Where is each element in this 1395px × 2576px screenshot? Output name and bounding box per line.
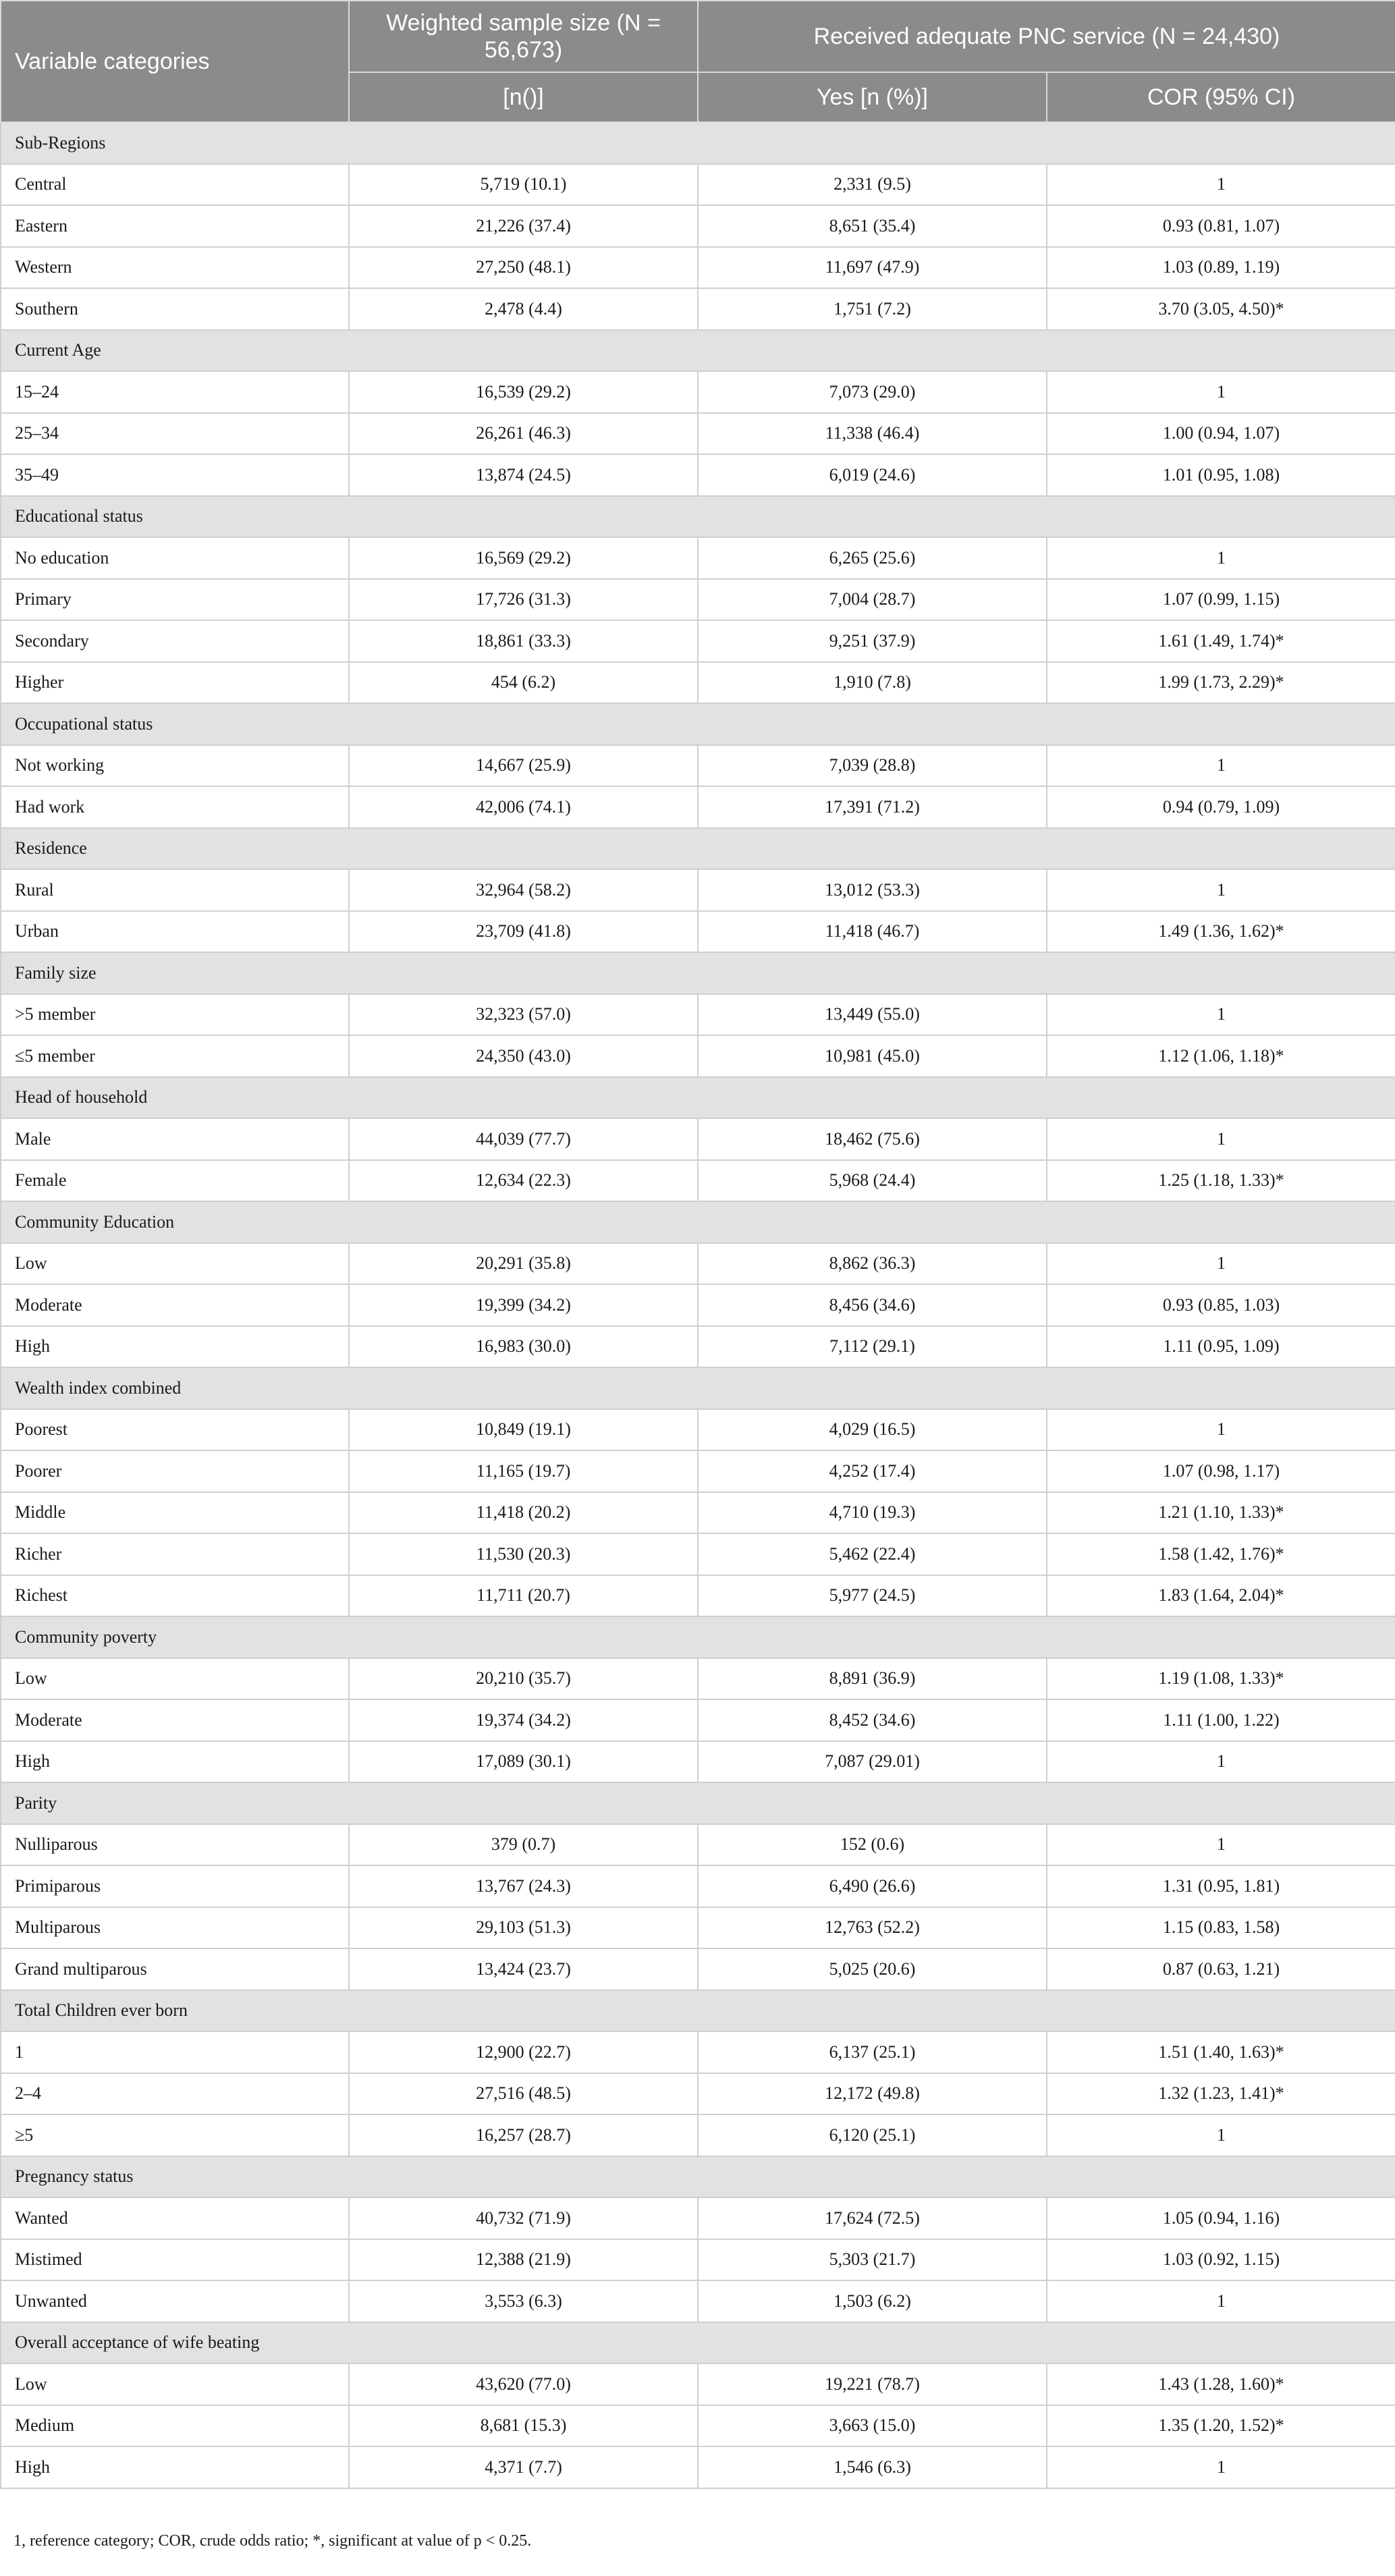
table-row: [1, 1907, 1395, 1949]
weighted-n-cell: 20,291 (35.8): [349, 1243, 698, 1285]
table-row: [1, 2197, 1395, 2239]
table-row: [1, 1699, 1395, 1741]
category-row: [1, 496, 1395, 538]
table-row: [1, 1865, 1395, 1907]
weighted-n-cell: 27,250 (48.1): [349, 247, 698, 289]
cor-cell: 1: [1047, 2280, 1395, 2322]
table-footnote: 1, reference category; COR, crude odds ratio; *, significant at value of p < 0.25.: [13, 2532, 532, 2550]
yes-count-cell: 1,910 (7.8): [698, 662, 1047, 704]
weighted-n-cell: 16,257 (28.7): [349, 2114, 698, 2156]
yes-count-cell: 7,039 (28.8): [698, 745, 1047, 787]
yes-count-cell: 6,490 (26.6): [698, 1865, 1047, 1907]
cor-cell: 1.11 (0.95, 1.09): [1047, 1326, 1395, 1368]
row-label: Moderate: [1, 1284, 349, 1326]
row-label: No education: [1, 537, 349, 579]
table-row: [1, 869, 1395, 911]
weighted-n-cell: 42,006 (74.1): [349, 786, 698, 828]
row-label: Mistimed: [1, 2239, 349, 2281]
table-row: [1, 1741, 1395, 1783]
cor-cell: 1: [1047, 2114, 1395, 2156]
yes-count-cell: 5,977 (24.5): [698, 1575, 1047, 1617]
category-row: [1, 2156, 1395, 2198]
cor-cell: 1.21 (1.10, 1.33)*: [1047, 1492, 1395, 1534]
weighted-n-cell: 27,516 (48.5): [349, 2073, 698, 2115]
weighted-n-cell: 14,667 (25.9): [349, 745, 698, 787]
cor-cell: 1: [1047, 537, 1395, 579]
weighted-n-cell: 379 (0.7): [349, 1824, 698, 1866]
category-row: [1, 2322, 1395, 2364]
weighted-n-cell: 11,165 (19.7): [349, 1450, 698, 1492]
yes-count-cell: 12,172 (49.8): [698, 2073, 1047, 2115]
weighted-n-cell: 2,478 (4.4): [349, 288, 698, 330]
cor-cell: 1.61 (1.49, 1.74)*: [1047, 620, 1395, 662]
row-label: Moderate: [1, 1699, 349, 1741]
table-row: [1, 2446, 1395, 2488]
weighted-n-cell: 12,388 (21.9): [349, 2239, 698, 2281]
category-label: Parity: [1, 1782, 1395, 1824]
table-row: [1, 2031, 1395, 2073]
row-label: Central: [1, 164, 349, 206]
row-label: 1: [1, 2031, 349, 2073]
category-row: [1, 1990, 1395, 2032]
yes-count-cell: 2,331 (9.5): [698, 164, 1047, 206]
cor-cell: 1.03 (0.89, 1.19): [1047, 247, 1395, 289]
category-label: Wealth index combined: [1, 1367, 1395, 1409]
table-row: [1, 247, 1395, 289]
category-label: Family size: [1, 952, 1395, 994]
yes-count-cell: 8,456 (34.6): [698, 1284, 1047, 1326]
row-label: Richest: [1, 1575, 349, 1617]
yes-count-cell: 11,418 (46.7): [698, 911, 1047, 953]
table-row: [1, 164, 1395, 206]
row-label: Wanted: [1, 2197, 349, 2239]
weighted-n-cell: 4,371 (7.7): [349, 2446, 698, 2488]
yes-count-cell: 4,029 (16.5): [698, 1409, 1047, 1451]
weighted-n-cell: 17,726 (31.3): [349, 579, 698, 621]
row-label: Multiparous: [1, 1907, 349, 1949]
table-row: [1, 1118, 1395, 1160]
subheader-cor: COR (95% CI): [1047, 72, 1395, 122]
row-label: Low: [1, 2363, 349, 2405]
weighted-n-cell: 16,983 (30.0): [349, 1326, 698, 1368]
yes-count-cell: 11,697 (47.9): [698, 247, 1047, 289]
yes-count-cell: 13,449 (55.0): [698, 994, 1047, 1036]
category-row: [1, 1201, 1395, 1243]
cor-cell: 1.25 (1.18, 1.33)*: [1047, 1160, 1395, 1202]
weighted-n-cell: 13,767 (24.3): [349, 1865, 698, 1907]
table-row: [1, 579, 1395, 621]
table-header: [1, 1, 1395, 122]
table-row: [1, 2114, 1395, 2156]
cor-cell: 1.49 (1.36, 1.62)*: [1047, 911, 1395, 953]
cor-cell: 1.43 (1.28, 1.60)*: [1047, 2363, 1395, 2405]
category-label: Sub-Regions: [1, 122, 1395, 164]
category-row: [1, 1367, 1395, 1409]
cor-cell: 1.07 (0.99, 1.15): [1047, 579, 1395, 621]
table-row: [1, 1035, 1395, 1077]
yes-count-cell: 3,663 (15.0): [698, 2405, 1047, 2447]
weighted-n-cell: 26,261 (46.3): [349, 413, 698, 455]
cor-cell: 1.11 (1.00, 1.22): [1047, 1699, 1395, 1741]
table-row: [1, 1533, 1395, 1575]
row-label: High: [1, 1741, 349, 1783]
cor-cell: 3.70 (3.05, 4.50)*: [1047, 288, 1395, 330]
table-row: [1, 1492, 1395, 1534]
yes-count-cell: 8,862 (36.3): [698, 1243, 1047, 1285]
header-variable-categories: Variable categories: [1, 1, 349, 122]
cor-cell: 0.93 (0.81, 1.07): [1047, 205, 1395, 247]
header-received-pnc: Received adequate PNC service (N = 24,430): [698, 1, 1395, 72]
table-row: [1, 2073, 1395, 2115]
cor-cell: 1: [1047, 1243, 1395, 1285]
cor-cell: 1.01 (0.95, 1.08): [1047, 454, 1395, 496]
category-row: [1, 952, 1395, 994]
cor-cell: 1: [1047, 1118, 1395, 1160]
yes-count-cell: 5,303 (21.7): [698, 2239, 1047, 2281]
category-row: [1, 703, 1395, 745]
yes-count-cell: 7,087 (29.01): [698, 1741, 1047, 1783]
yes-count-cell: 8,651 (35.4): [698, 205, 1047, 247]
weighted-n-cell: 21,226 (37.4): [349, 205, 698, 247]
cor-cell: 1.12 (1.06, 1.18)*: [1047, 1035, 1395, 1077]
row-label: Female: [1, 1160, 349, 1202]
table-row: [1, 205, 1395, 247]
weighted-n-cell: 23,709 (41.8): [349, 911, 698, 953]
yes-count-cell: 9,251 (37.9): [698, 620, 1047, 662]
cor-cell: 1: [1047, 745, 1395, 787]
weighted-n-cell: 11,418 (20.2): [349, 1492, 698, 1534]
row-label: Southern: [1, 288, 349, 330]
row-label: Unwanted: [1, 2280, 349, 2322]
table-row: [1, 1243, 1395, 1285]
row-label: Medium: [1, 2405, 349, 2447]
weighted-n-cell: 11,530 (20.3): [349, 1533, 698, 1575]
cor-cell: 1: [1047, 164, 1395, 206]
table-row: [1, 2280, 1395, 2322]
row-label: Rural: [1, 869, 349, 911]
row-label: Secondary: [1, 620, 349, 662]
row-label: Poorest: [1, 1409, 349, 1451]
weighted-n-cell: 11,711 (20.7): [349, 1575, 698, 1617]
category-label: Total Children ever born: [1, 1990, 1395, 2032]
table-row: [1, 1948, 1395, 1990]
row-label: 35–49: [1, 454, 349, 496]
row-label: >5 member: [1, 994, 349, 1036]
yes-count-cell: 5,462 (22.4): [698, 1533, 1047, 1575]
table-row: [1, 1824, 1395, 1866]
category-row: [1, 828, 1395, 870]
cor-cell: 1: [1047, 869, 1395, 911]
table-row: [1, 413, 1395, 455]
cor-cell: 1.35 (1.20, 1.52)*: [1047, 2405, 1395, 2447]
table-row: [1, 1160, 1395, 1202]
subheader-n: [n()]: [349, 72, 698, 122]
header-weighted-sample-size: Weighted sample size (N = 56,673): [349, 1, 698, 72]
yes-count-cell: 1,751 (7.2): [698, 288, 1047, 330]
row-label: Low: [1, 1243, 349, 1285]
yes-count-cell: 8,891 (36.9): [698, 1658, 1047, 1700]
category-label: Community poverty: [1, 1616, 1395, 1658]
table-row: [1, 1575, 1395, 1617]
weighted-n-cell: 44,039 (77.7): [349, 1118, 698, 1160]
table-row: [1, 994, 1395, 1036]
weighted-n-cell: 24,350 (43.0): [349, 1035, 698, 1077]
weighted-n-cell: 43,620 (77.0): [349, 2363, 698, 2405]
weighted-n-cell: 13,424 (23.7): [349, 1948, 698, 1990]
weighted-n-cell: 19,374 (34.2): [349, 1699, 698, 1741]
yes-count-cell: 18,462 (75.6): [698, 1118, 1047, 1160]
category-row: [1, 122, 1395, 164]
table-row: [1, 2363, 1395, 2405]
category-label: Head of household: [1, 1077, 1395, 1119]
table-row: [1, 2405, 1395, 2447]
table-row: [1, 911, 1395, 953]
yes-count-cell: 4,252 (17.4): [698, 1450, 1047, 1492]
weighted-n-cell: 12,634 (22.3): [349, 1160, 698, 1202]
table-row: [1, 288, 1395, 330]
row-label: High: [1, 2446, 349, 2488]
row-label: Primary: [1, 579, 349, 621]
yes-count-cell: 1,503 (6.2): [698, 2280, 1047, 2322]
cor-cell: 0.87 (0.63, 1.21): [1047, 1948, 1395, 1990]
row-label: Male: [1, 1118, 349, 1160]
weighted-n-cell: 19,399 (34.2): [349, 1284, 698, 1326]
row-label: 2–4: [1, 2073, 349, 2115]
category-label: Community Education: [1, 1201, 1395, 1243]
subheader-yes: Yes [n (%)]: [698, 72, 1047, 122]
cor-cell: 1.07 (0.98, 1.17): [1047, 1450, 1395, 1492]
table-row: [1, 786, 1395, 828]
table-row: [1, 371, 1395, 413]
category-label: Educational status: [1, 496, 1395, 538]
cor-cell: 1: [1047, 2446, 1395, 2488]
weighted-n-cell: 13,874 (24.5): [349, 454, 698, 496]
table-row: [1, 1450, 1395, 1492]
yes-count-cell: 1,546 (6.3): [698, 2446, 1047, 2488]
weighted-n-cell: 20,210 (35.7): [349, 1658, 698, 1700]
row-label: Eastern: [1, 205, 349, 247]
yes-count-cell: 17,391 (71.2): [698, 786, 1047, 828]
row-label: Richer: [1, 1533, 349, 1575]
cor-cell: 0.93 (0.85, 1.03): [1047, 1284, 1395, 1326]
row-label: Primiparous: [1, 1865, 349, 1907]
table-row: [1, 1658, 1395, 1700]
yes-count-cell: 6,019 (24.6): [698, 454, 1047, 496]
row-label: Poorer: [1, 1450, 349, 1492]
row-label: Western: [1, 247, 349, 289]
weighted-n-cell: 16,539 (29.2): [349, 371, 698, 413]
yes-count-cell: 5,968 (24.4): [698, 1160, 1047, 1202]
category-label: Pregnancy status: [1, 2156, 1395, 2198]
yes-count-cell: 13,012 (53.3): [698, 869, 1047, 911]
yes-count-cell: 19,221 (78.7): [698, 2363, 1047, 2405]
cor-cell: 0.94 (0.79, 1.09): [1047, 786, 1395, 828]
yes-count-cell: 4,710 (19.3): [698, 1492, 1047, 1534]
category-label: Overall acceptance of wife beating: [1, 2322, 1395, 2364]
table-row: [1, 454, 1395, 496]
yes-count-cell: 17,624 (72.5): [698, 2197, 1047, 2239]
cor-cell: 1.51 (1.40, 1.63)*: [1047, 2031, 1395, 2073]
yes-count-cell: 10,981 (45.0): [698, 1035, 1047, 1077]
yes-count-cell: 6,137 (25.1): [698, 2031, 1047, 2073]
table-row: [1, 662, 1395, 704]
weighted-n-cell: 32,323 (57.0): [349, 994, 698, 1036]
table-row: [1, 1284, 1395, 1326]
cor-cell: 1.99 (1.73, 2.29)*: [1047, 662, 1395, 704]
cor-cell: 1: [1047, 1824, 1395, 1866]
yes-count-cell: 8,452 (34.6): [698, 1699, 1047, 1741]
row-label: High: [1, 1326, 349, 1368]
row-label: Grand multiparous: [1, 1948, 349, 1990]
weighted-n-cell: 16,569 (29.2): [349, 537, 698, 579]
row-label: Nulliparous: [1, 1824, 349, 1866]
yes-count-cell: 7,112 (29.1): [698, 1326, 1047, 1368]
cor-cell: 1.00 (0.94, 1.07): [1047, 413, 1395, 455]
row-label: Not working: [1, 745, 349, 787]
table-row: [1, 2239, 1395, 2281]
cor-cell: 1.19 (1.08, 1.33)*: [1047, 1658, 1395, 1700]
category-row: [1, 1782, 1395, 1824]
yes-count-cell: 7,073 (29.0): [698, 371, 1047, 413]
category-row: [1, 330, 1395, 372]
yes-count-cell: 11,338 (46.4): [698, 413, 1047, 455]
weighted-n-cell: 5,719 (10.1): [349, 164, 698, 206]
cor-cell: 1: [1047, 1409, 1395, 1451]
weighted-n-cell: 29,103 (51.3): [349, 1907, 698, 1949]
table-row: [1, 537, 1395, 579]
cor-cell: 1.15 (0.83, 1.58): [1047, 1907, 1395, 1949]
category-row: [1, 1616, 1395, 1658]
weighted-n-cell: 10,849 (19.1): [349, 1409, 698, 1451]
table-row: [1, 745, 1395, 787]
row-label: Higher: [1, 662, 349, 704]
cor-cell: 1.32 (1.23, 1.41)*: [1047, 2073, 1395, 2115]
weighted-n-cell: 40,732 (71.9): [349, 2197, 698, 2239]
row-label: 25–34: [1, 413, 349, 455]
category-label: Current Age: [1, 330, 1395, 372]
row-label: 15–24: [1, 371, 349, 413]
row-label: Urban: [1, 911, 349, 953]
weighted-n-cell: 3,553 (6.3): [349, 2280, 698, 2322]
category-label: Occupational status: [1, 703, 1395, 745]
cor-cell: 1.83 (1.64, 2.04)*: [1047, 1575, 1395, 1617]
cor-cell: 1.05 (0.94, 1.16): [1047, 2197, 1395, 2239]
weighted-n-cell: 8,681 (15.3): [349, 2405, 698, 2447]
row-label: Had work: [1, 786, 349, 828]
weighted-n-cell: 18,861 (33.3): [349, 620, 698, 662]
yes-count-cell: 5,025 (20.6): [698, 1948, 1047, 1990]
cor-cell: 1: [1047, 994, 1395, 1036]
category-label: Residence: [1, 828, 1395, 870]
weighted-n-cell: 454 (6.2): [349, 662, 698, 704]
row-label: Low: [1, 1658, 349, 1700]
yes-count-cell: 6,265 (25.6): [698, 537, 1047, 579]
cor-cell: 1: [1047, 1741, 1395, 1783]
cor-cell: 1.31 (0.95, 1.81): [1047, 1865, 1395, 1907]
weighted-n-cell: 12,900 (22.7): [349, 2031, 698, 2073]
weighted-n-cell: 17,089 (30.1): [349, 1741, 698, 1783]
table-row: [1, 620, 1395, 662]
yes-count-cell: 12,763 (52.2): [698, 1907, 1047, 1949]
table-body: [1, 122, 1395, 2488]
cor-cell: 1.03 (0.92, 1.15): [1047, 2239, 1395, 2281]
yes-count-cell: 7,004 (28.7): [698, 579, 1047, 621]
row-label: ≤5 member: [1, 1035, 349, 1077]
yes-count-cell: 6,120 (25.1): [698, 2114, 1047, 2156]
yes-count-cell: 152 (0.6): [698, 1824, 1047, 1866]
row-label: ≥5: [1, 2114, 349, 2156]
cor-cell: 1: [1047, 371, 1395, 413]
row-label: Middle: [1, 1492, 349, 1534]
weighted-n-cell: 32,964 (58.2): [349, 869, 698, 911]
table-row: [1, 1409, 1395, 1451]
category-row: [1, 1077, 1395, 1119]
cor-cell: 1.58 (1.42, 1.76)*: [1047, 1533, 1395, 1575]
table-row: [1, 1326, 1395, 1368]
